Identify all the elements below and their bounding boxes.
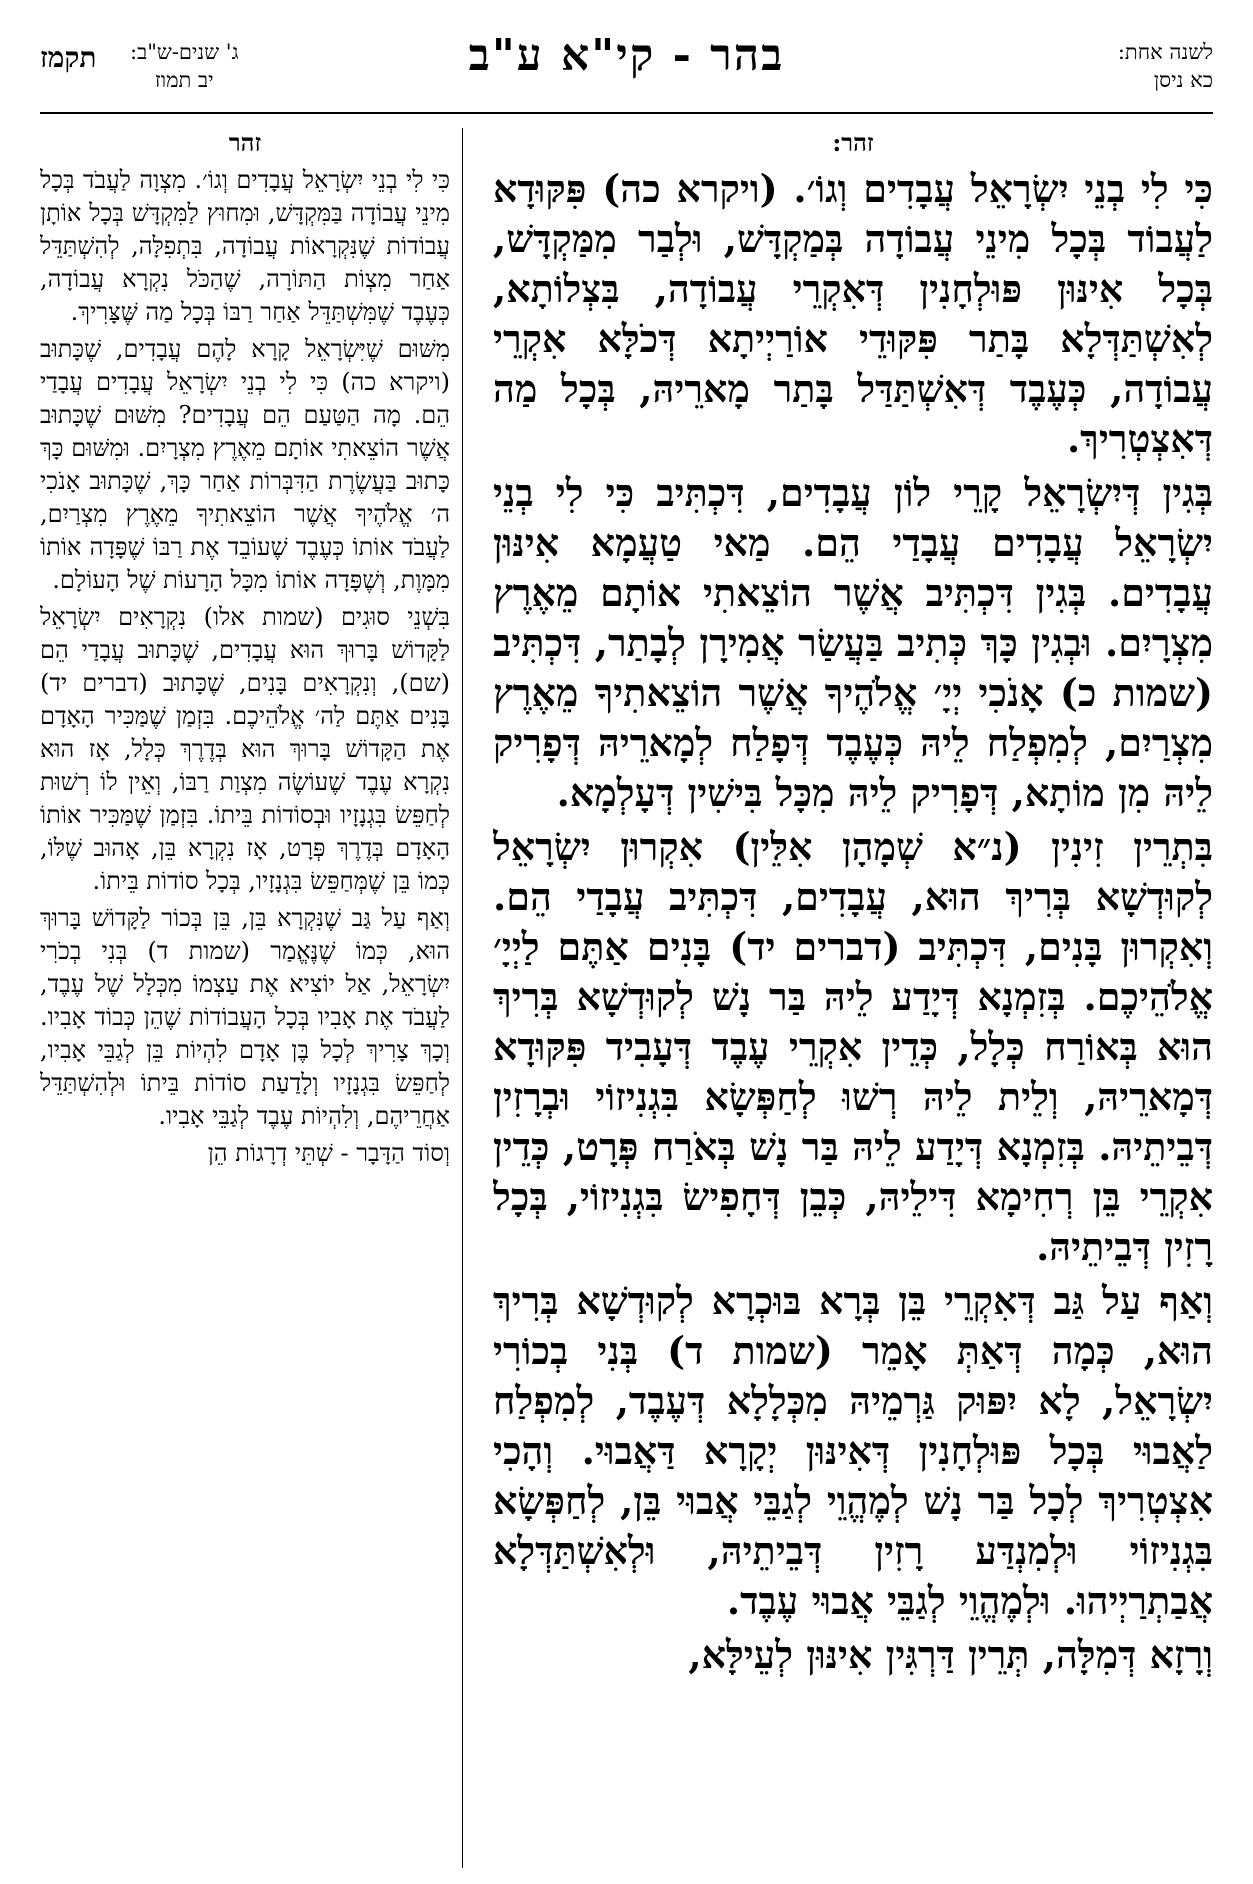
- commentary-paragraph: וְסוֹד הַדָּבָר - שְׁתֵּי דְרָגוֹת הֵן: [207, 1139, 450, 1167]
- commentary-paragraph: בִּשְׁנֵי סוּגִים (שמות אלו) נִקְרָאִים יִשְׂרָאֵל לַקָּדוֹשׁ בָּרוּךְ הוּא עֲבָדִים, שֶׁכָּתוּב עֲבָדַי הֵם (שם), וְנִקְרָאִים בָּנִים, שֶׁכָּתוּב (דברים יד) בָּנִים אַתֶּם לַה׳ אֱלֹהֵיכֶם. בִּזְמַן שֶׁמַּכִּיר הָאָדָם אֶת הַקָּדוֹשׁ בָּרוּךְ הוּא בְּדֶרֶךְ כְּלָל, אָז הוּא נִקְרָא עֶבֶד שֶׁעוֹשֶׂה מִצְוַת רַבּוֹ, וְאֵין לוֹ רְשׁוּת לְחַפֵּשׂ בִּגְנָזָיו וּבְסוֹדוֹת בֵּיתוֹ. בִּזְמַן שֶׁמַּכִּיר אוֹתוֹ הָאָדָם בְּדֶרֶךְ פְּרָט, אָז נִקְרָא בֵּן, אָהוּב שֶׁלּוֹ, כְּמוֹ בֵּן שֶׁמְּחַפֵּשׂ בִּגְנָזָיו, בְּכָל סוֹדוֹת בֵּיתוֹ.: [40, 603, 450, 895]
- header-left: [40, 38, 239, 94]
- commentary-paragraph: וְאַף עַל גַּב שֶׁנִּקְרָא בֵּן, בֵּן בְּכוֹר לַקָּדוֹשׁ בָּרוּךְ הוּא, כְּמוֹ שֶׁנֶּאֱמַר (שמות ד) בְּנִי בְכֹרִי יִשְׂרָאֵל, אַל יוֹצִיא אֶת עַצְמוֹ מִכְּלָל שֶׁל עֶבֶד, לַעֲבֹד אֶת אָבִיו בְּכָל הָעֲבוֹדוֹת שֶׁהֵן כְּבוֹד אָבִיו. וְכָךְ צָרִיךְ לְכָל בֶּן אָדָם לִהְיוֹת בֵּן לְגַבֵּי אָבִיו, לְחַפֵּשׂ בִּגְנָזָיו וְלָדַעַת סוֹדוֹת בֵּיתוֹ וּלְהִשְׁתַּדֵּל אַחֲרֵיהֶם, וְלִהְיוֹת עֶבֶד לְגַבֵּי אָבִיו.: [40, 904, 450, 1130]
- header-right-line2: כא ניסן: [1153, 68, 1213, 92]
- zohar-title: זהר:: [832, 128, 874, 157]
- column-divider: [462, 128, 463, 1868]
- page-number: תקמז: [40, 41, 97, 74]
- zohar-paragraph: וְאַף עַל גַּב דְּאִקְרֵי בֵּן בְּרָא בּוּכְרָא לְקוּדְשָׁא בְּרִיךְ הוּא, כְּמָה דְּאַתְּ אָמֵר (שמות ד) בְּנִי בְכוֹרִי יִשְׂרָאֵל, לָא יִפּוּק גַּרְמֵיהּ מִכְּלָלָא דְּעֶבֶד, לְמִפְלַח לַאֲבוּי בְּכָל פּוּלְחָנִין דְּאִינּוּן יְקָרָא דַּאֲבוּי. וְהָכִי אִצְטְרִיךְ לְכָל בַּר נָשׁ לְמֶהֱוֵי לְגַבֵּי אֲבוּי בֵּן, לְחַפְּשָׂא בִּגְנִיזוֹי וּלְמִנְדַּע רָזִין דְּבֵיתֵיהּ, וּלְאִשְׁתַּדְּלָא אֲבַתְרַיְיהוּ. וּלְמֶהֱוֵי לְגַבֵּי אֲבוּי עֶבֶד.: [493, 1278, 1213, 1623]
- commentary-column: [40, 128, 450, 1868]
- zohar-paragraph: כִּי לִי בְנֵי יִשְׂרָאֵל עֲבָדִים וְגוֹ׳. (ויקרא כה) פִּקּוּדָא לַעֲבוֹד בְּכָל מִינֵי עֲבוֹדָה בְּמַקְדָּשׁ, וּלְבַר מִמַּקְדָּשׁ, בְּכָל אִינּוּן פּוּלְחָנִין דְּאִקְרֵי עֲבוֹדָה, בִּצְלוֹתָא, לְאִשְׁתַּדְּלָא בָּתַר פִּקּוּדֵי אוֹרַיְיתָא דְּכֹלָּא אִקְרֵי עֲבוֹדָה, כְּעֶבֶד דְּאִשְׁתַּדַּל בָּתַר מָארֵיהּ, בְּכָל מַה דְּאִצְטְרִיךְ.: [493, 166, 1213, 461]
- zohar-paragraph: וְרָזָא דְּמִלָּה, תְּרֵין דַּרְגִּין אִינּוּן לְעֵילָּא,: [688, 1632, 1213, 1677]
- page-header: [40, 30, 1213, 110]
- zohar-paragraph: בְּגִין דְּיִשְׂרָאֵל קָרֵי לוֹן עֲבָדִים, דִּכְתִּיב כִּי לִי בְנֵי יִשְׂרָאֵל עֲבָדִים עֲבָדַי הֵם. מַאי טַעֲמָא אִינּוּן עֲבָדִים. בְּגִין דִּכְתִּיב אֲשֶׁר הוֹצֵאתִי אוֹתָם מֵאֶרֶץ מִצְרָיִם. וּבְגִין כָּךְ כְּתִיב בַּעֲשַׂר אֲמִירָן לְבָתַר, דִּכְתִּיב (שמות כ) אָנֹכִי יְיָ׳ אֱלֹהֶיךָ אֲשֶׁר הוֹצֵאתִיךָ מֵאֶרֶץ מִצְרַיִם, לְמִפְלַח לֵיהּ כְּעֶבֶד דְּפָלַח לְמָארֵיהּ דְּפָרִיק לֵיהּ מִן מוֹתָא, דְּפָרִיק לֵיהּ מִכָּל בִּישִׁין דְּעָלְמָא.: [493, 470, 1213, 815]
- header-left-line1: ג' שנים-ש"ב:: [130, 40, 239, 64]
- commentary-paragraph: מִשּׁוּם שֶׁיִּשְׂרָאֵל קָרָא לָהֶם עֲבָדִים, שֶׁכָּתוּב (ויקרא כה) כִּי לִי בְנֵי יִשְׂרָאֵל עֲבָדִים עֲבָדַי הֵם. מָה הַטַּעַם הֵם עֲבָדִים? מִשּׁוּם שֶׁכָּתוּב אֲשֶׁר הוֹצֵאתִי אוֹתָם מֵאֶרֶץ מִצְרָיִם. וּמִשּׁוּם כָּךְ כָּתוּב בַּעֲשֶׂרֶת הַדִּבְּרוֹת אַחַר כָּךְ, שֶׁכָּתוּב אָנֹכִי ה׳ אֱלֹהֶיךָ אֲשֶׁר הוֹצֵאתִיךָ מֵאֶרֶץ מִצְרַיִם, לַעֲבֹד אוֹתוֹ כְּעֶבֶד שֶׁעוֹבֵד אֶת רַבּוֹ שֶׁפָּדָה אוֹתוֹ מִמָּוֶת, וְשֶׁפָּדָה אוֹתוֹ מִכָּל הָרָעוֹת שֶׁל הָעוֹלָם.: [40, 335, 450, 594]
- header-left-line2: יב תמוז: [154, 68, 214, 92]
- commentary-paragraph: כִּי לִי בְנֵי יִשְׂרָאֵל עֲבָדִים וְגוֹ׳. מִצְוָה לַעֲבֹד בְּכָל מִינֵי עֲבוֹדָה בַּמִּקְדָּשׁ, וּמִחוּץ לַמִּקְדָּשׁ בְּכָל אוֹתָן עֲבוֹדוֹת שֶׁנִּקְרָאוֹת עֲבוֹדָה, בִּתְפִלָּה, לְהִשְׁתַּדֵּל אַחַר מִצְוֹת הַתּוֹרָה, שֶׁהַכֹּל נִקְרָא עֲבוֹדָה, כְּעֶבֶד שֶׁמִּשְׁתַּדֵּל אַחַר רַבּוֹ בְּכָל מַה שֶּׁצָּרִיךְ.: [40, 166, 450, 326]
- zohar-paragraph: בִּתְרֵין זִינִין (נ״א שְׁמָהָן אִלֵּין) אִקְרוּן יִשְׂרָאֵל לְקוּדְשָׁא בְּרִיךְ הוּא, עֲבָדִים, דִּכְתִּיב עֲבָדַי הֵם. וְאִקְרוּן בָּנִים, דִּכְתִּיב (דברים יד) בָּנִים אַתֶּם לַיְיָ׳ אֱלֹהֵיכֶם. בְּזִמְנָא דְּיָדַע לֵיהּ בַּר נָשׁ לְקוּדְשָׁא בְּרִיךְ הוּא בְּאוֹרַח כְּלָל, כְּדֵין אִקְרֵי עֶבֶד דְּעָבִיד פִּקּוּדָא דְּמָארֵיהּ, וְלֵית לֵיהּ רְשׁוּ לְחַפְּשָׂא בִּגְנִיזוֹי וּבְרָזִין דְּבֵיתֵיהּ. בְּזִמְנָא דְּיָדַע לֵיהּ בַּר נָשׁ בְּאֹרַח פְּרָט, כְּדֵין אִקְרֵי בֵּן רְחִימָא דִּילֵיהּ, כְּבֵן דְּחָפִישׂ בִּגְנִיזוֹי, בְּכָל רָזִין דְּבֵיתֵיהּ.: [493, 824, 1213, 1269]
- header-right-line1: לשנה אחת:: [1117, 40, 1213, 64]
- header-rule: [40, 112, 1213, 114]
- page-title: בהר - קי"א ע"ב: [468, 30, 785, 81]
- zohar-column: [493, 128, 1213, 1868]
- commentary-title: זהר: [228, 128, 262, 157]
